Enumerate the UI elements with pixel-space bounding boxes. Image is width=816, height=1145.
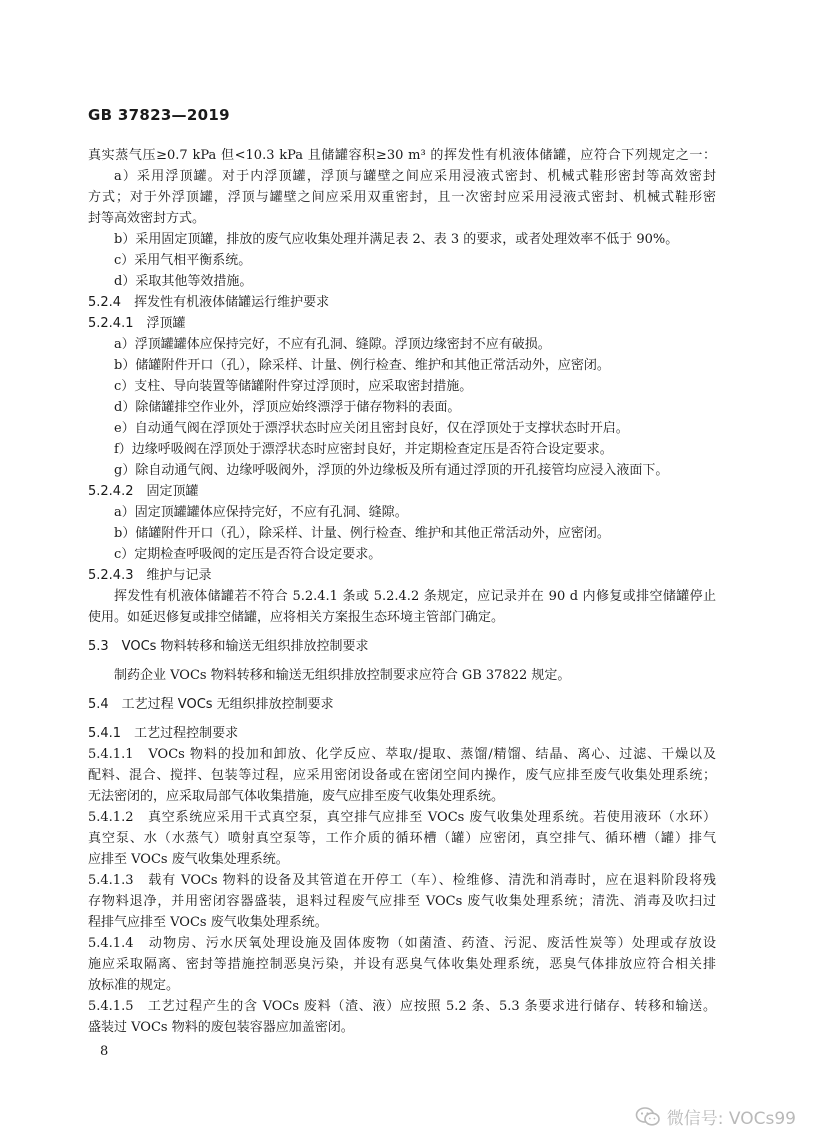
paragraph-line: 施应采取隔离、密封等措施控制恶臭污染，并设有恶臭气体收集处理系统，恶臭气体排放应符合相关排 [88,957,716,972]
section-heading-5-4-1: 5.4.1 工艺过程控制要求 [88,726,239,741]
list-item-b: b）采用固定顶罐，排放的废气应收集处理并满足表 2、表 3 的要求，或者处理效率不低于 90%。 [114,232,679,247]
paragraph-line: 配料、混合、搅拌、包装等过程，应采用密闭设备或在密闭空间内操作，废气应排至废气收集处理系统； [88,768,716,783]
document-body [88,145,716,1038]
clause-5-4-1-1: 5.4.1.1 VOCs 物料的投加和卸放、化学反应、萃取/提取、蒸馏/精馏、结晶、离心、过滤、干燥以及 [88,747,716,762]
list-item-a: a）固定顶罐罐体应保持完好，不应有孔洞、缝隙。 [114,505,408,520]
paragraph-line: 存物料退净，并用密闭容器盛装，退料过程废气应排至 VOCs 废气收集处理系统；清洗、消毒及吹扫过 [88,894,716,909]
paragraph-line: 封等高效密封方式。 [88,211,206,226]
section-heading-5-4: 5.4 工艺过程 VOCs 无组织排放控制要求 [88,697,334,712]
paragraph-line: 制药企业 VOCs 物料转移和输送无组织排放控制要求应符合 GB 37822 规定。 [114,668,571,683]
watermark-text: 微信号: VOCs99 [666,1109,796,1129]
clause-5-4-1-5: 5.4.1.5 工艺过程产生的含 VOCs 废料（渣、液）应按照 5.2 条、5.3 条要求进行储存、转移和输送。 [88,999,716,1014]
list-item-f: f）边缘呼吸阀在浮顶处于漂浮状态时应密封良好，并定期检查定压是否符合设定要求。 [114,442,613,457]
list-item-c: c）定期检查呼吸阀的定压是否符合设定要求。 [114,547,382,562]
list-item-b: b）储罐附件开口（孔），除采样、计量、例行检查、维护和其他正常活动外，应密闭。 [114,358,610,373]
paragraph-line: 盛装过 VOCs 物料的废包装容器应加盖密闭。 [88,1020,354,1035]
list-item-a: a）采用浮顶罐。对于内浮顶罐，浮顶与罐壁之间应采用浸液式密封、机械式鞋形密封等高效密封 [114,169,716,184]
paragraph-line: 真空泵、水（水蒸气）喷射真空泵等，工作介质的循环槽（罐）应密闭，真空排气、循环槽（罐）排气 [88,831,716,846]
section-heading-5-2-4-3: 5.2.4.3 维护与记录 [88,568,212,583]
page-number: 8 [100,1044,109,1059]
list-item-c: c）采用气相平衡系统。 [114,253,252,268]
paragraph-line: 真实蒸气压≥0.7 kPa 但<10.3 kPa 且储罐容积≥30 m³ 的挥发性有机液体储罐，应符合下列规定之一： [88,148,716,163]
paragraph-line: 方式；对于外浮顶罐，浮顶与罐壁之间应采用双重密封，且一次密封应采用浸液式密封、机械式鞋形密 [88,190,716,205]
clause-5-4-1-2: 5.4.1.2 真空系统应采用干式真空泵，真空排气应排至 VOCs 废气收集处理系统。若使用液环（水环） [88,810,716,825]
list-item-d: d）除储罐排空作业外，浮顶应始终漂浮于储存物料的表面。 [114,400,461,415]
paragraph-line: 挥发性有机液体储罐若不符合 5.2.4.1 条或 5.2.4.2 条规定，应记录并在 90 d 内修复或排空储罐停止 [114,589,716,604]
clause-5-4-1-4: 5.4.1.4 动物房、污水厌氧处理设施及固体废物（如菌渣、药渣、污泥、废活性炭等）处理或存放设 [88,936,716,951]
paragraph-line: 应排至 VOCs 废气收集处理系统。 [88,852,289,867]
list-item-a: a）浮顶罐罐体应保持完好，不应有孔洞、缝隙。浮顶边缘密封不应有破损。 [114,337,551,352]
section-heading-5-2-4-1: 5.2.4.1 浮顶罐 [88,316,186,331]
paragraph-line: 使用。如延迟修复或排空储罐，应将相关方案报生态环境主管部门确定。 [88,610,505,625]
paragraph-line: 无法密闭的，应采取局部气体收集措施，废气应排至废气收集处理系统。 [88,789,505,804]
section-heading-5-2-4-2: 5.2.4.2 固定顶罐 [88,484,199,499]
wechat-watermark [635,1104,796,1129]
standard-code: GB 37823—2019 [88,106,230,124]
clause-5-4-1-3: 5.4.1.3 载有 VOCs 物料的设备及其管道在开停工（车）、检维修、清洗和消毒时，应在退料阶段将残 [88,873,716,888]
section-heading-5-2-4: 5.2.4 挥发性有机液体储罐运行维护要求 [88,295,330,310]
paragraph-line: 放标准的规定。 [88,978,180,993]
paragraph-line: 程排气应排至 VOCs 废气收集处理系统。 [88,915,328,930]
list-item-e: e）自动通气阀在浮顶处于漂浮状态时应关闭且密封良好，仅在浮顶处于支撑状态时开启。 [114,421,629,436]
list-item-g: g）除自动通气阀、边缘呼吸阀外，浮顶的外边缘板及所有通过浮顶的开孔接管均应浸入液面下。 [114,463,669,478]
list-item-c: c）支柱、导向装置等储罐附件穿过浮顶时，应采取密封措施。 [114,379,473,394]
list-item-d: d）采取其他等效措施。 [114,274,253,289]
list-item-b: b）储罐附件开口（孔），除采样、计量、例行检查、维护和其他正常活动外，应密闭。 [114,526,610,541]
section-heading-5-3: 5.3 VOCs 物料转移和输送无组织排放控制要求 [88,639,369,654]
wechat-icon [635,1106,661,1128]
